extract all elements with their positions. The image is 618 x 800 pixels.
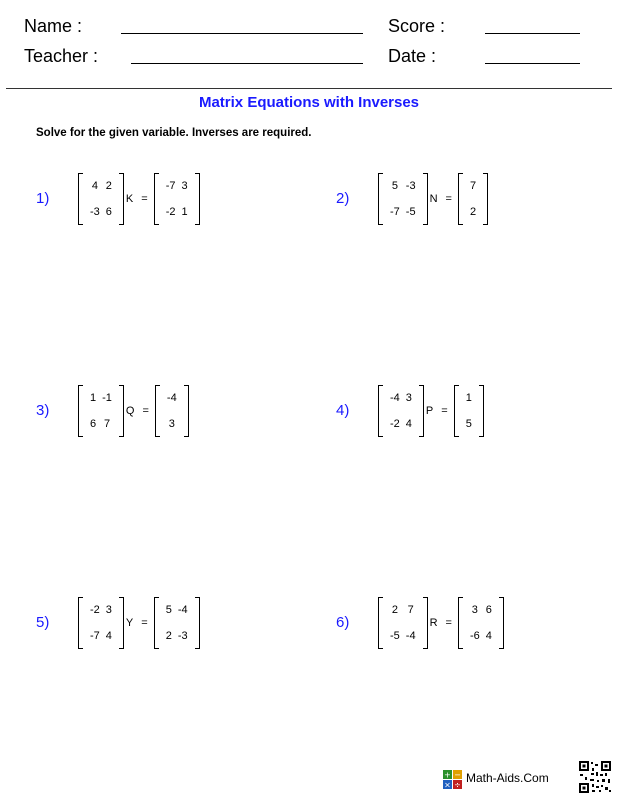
svg-text:×: × — [444, 780, 451, 790]
coefficient-matrix — [78, 173, 124, 225]
problem-number: 2) — [336, 190, 350, 207]
coefficient-matrix — [378, 385, 424, 437]
coefficient-matrix — [78, 385, 124, 437]
result-matrix — [154, 597, 200, 649]
matrix-cell: 3 — [405, 392, 412, 404]
teacher-label: Teacher : — [24, 46, 99, 66]
site-name: Math-Aids.Com — [466, 771, 549, 785]
matrix-cell: -5 — [405, 206, 416, 218]
matrix-cell: 5 — [165, 604, 172, 616]
matrix-cell: 3 — [471, 604, 478, 616]
matrix-cell: -1 — [102, 392, 112, 404]
matrix-cell: 5 — [391, 180, 398, 192]
matrix-cell: -4 — [166, 392, 177, 404]
matrix-cell: 2 — [105, 180, 112, 192]
matrix-cell: 2 — [165, 630, 172, 642]
matrix-cell: 7 — [469, 180, 477, 192]
svg-text:−: − — [454, 770, 461, 780]
matrix-cell: 3 — [105, 604, 112, 616]
matrix-cell: -3 — [177, 630, 188, 642]
unknown-variable: Q — [125, 405, 135, 417]
matrix-cell: -2 — [90, 604, 100, 616]
matrix-cell: 3 — [181, 180, 188, 192]
matrix-cell: 5 — [465, 418, 472, 430]
worksheet-title: Matrix Equations with Inverses — [198, 94, 420, 111]
matrix-equation — [78, 385, 189, 437]
matrix-cell: -7 — [390, 206, 400, 218]
score-line[interactable] — [485, 33, 580, 34]
coefficient-matrix — [378, 597, 428, 649]
score-label: Score : — [388, 16, 446, 36]
matrix-cell: -7 — [165, 180, 176, 192]
matrix-cell: -3 — [90, 206, 100, 218]
equals-sign: = — [141, 617, 148, 629]
name-label: Name : — [24, 16, 83, 36]
qr-code-icon — [578, 760, 612, 794]
matrix-cell: 3 — [168, 418, 175, 430]
unknown-variable: N — [429, 193, 438, 205]
unknown-variable: R — [429, 617, 438, 629]
matrix-cell: -4 — [177, 604, 188, 616]
matrix-equation — [78, 173, 200, 225]
problem-number: 6) — [336, 614, 350, 631]
equals-sign: = — [142, 405, 149, 417]
matrix-cell: 1 — [181, 206, 188, 218]
equals-sign: = — [445, 617, 452, 629]
matrix-cell: 4 — [91, 180, 98, 192]
matrix-equation — [378, 173, 488, 225]
matrix-equation — [378, 385, 484, 437]
unknown-variable: K — [125, 193, 134, 205]
result-matrix — [154, 173, 200, 225]
result-matrix — [458, 173, 488, 225]
unknown-variable: P — [425, 405, 434, 417]
problem-number: 4) — [336, 402, 350, 419]
matrix-cell: 7 — [407, 604, 414, 616]
svg-text:÷: ÷ — [454, 780, 461, 790]
equals-sign: = — [441, 405, 448, 417]
matrix-cell: 6 — [485, 604, 492, 616]
unknown-variable: Y — [125, 617, 134, 629]
header-divider — [6, 88, 612, 89]
coefficient-matrix — [78, 597, 124, 649]
instructions: Solve for the given variable. Inverses are required. — [36, 127, 312, 139]
matrix-cell: 2 — [391, 604, 398, 616]
matrix-cell: -7 — [90, 630, 100, 642]
result-matrix — [155, 385, 189, 437]
matrix-cell: 1 — [465, 392, 472, 404]
matrix-cell: -3 — [405, 180, 416, 192]
name-line[interactable] — [121, 33, 363, 34]
equals-sign: = — [141, 193, 148, 205]
matrix-cell: 4 — [405, 418, 412, 430]
matrix-equation — [378, 597, 504, 649]
math-aids-logo-icon — [443, 770, 463, 790]
matrix-cell: 6 — [90, 418, 97, 430]
result-matrix — [454, 385, 484, 437]
coefficient-matrix — [378, 173, 428, 225]
svg-text:+: + — [444, 770, 451, 780]
matrix-cell: -4 — [405, 630, 416, 642]
date-label: Date : — [388, 46, 437, 66]
matrix-equation — [78, 597, 200, 649]
matrix-cell: -4 — [390, 392, 400, 404]
matrix-cell: 7 — [103, 418, 111, 430]
problem-number: 1) — [36, 190, 50, 207]
matrix-cell: -2 — [390, 418, 400, 430]
result-matrix — [458, 597, 504, 649]
matrix-cell: -6 — [469, 630, 480, 642]
matrix-cell: 1 — [90, 392, 97, 404]
matrix-cell: 6 — [105, 206, 112, 218]
matrix-cell: 2 — [469, 206, 477, 218]
matrix-cell: 4 — [485, 630, 492, 642]
problem-number: 3) — [36, 402, 50, 419]
matrix-cell: -5 — [390, 630, 400, 642]
matrix-cell: -2 — [165, 206, 176, 218]
equals-sign: = — [445, 193, 452, 205]
date-line[interactable] — [485, 63, 580, 64]
problem-number: 5) — [36, 614, 50, 631]
teacher-line[interactable] — [131, 63, 363, 64]
matrix-cell: 4 — [105, 630, 112, 642]
